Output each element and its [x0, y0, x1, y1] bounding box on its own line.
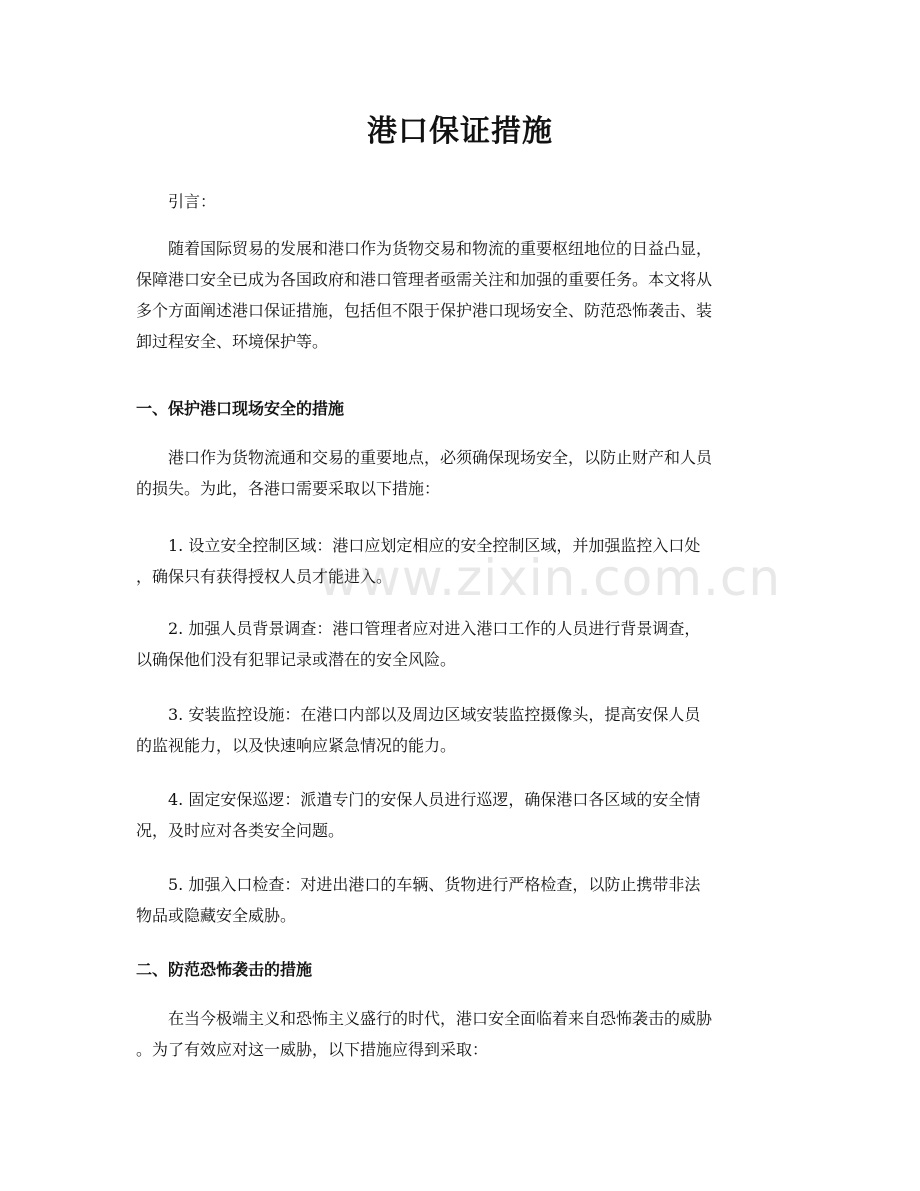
intro-line: 多个方面阐述港口保证措施，包括但不限于保护港口现场安全、防范恐怖袭击、装 [136, 301, 713, 320]
intro-line: 随着国际贸易的发展和港口作为货物交易和物流的重要枢纽地位的日益凸显， [168, 239, 713, 258]
paragraph-line: 。为了有效应对这一威胁，以下措施应得到采取： [136, 1040, 489, 1059]
list-item-line: 1. 设立安全控制区域：港口应划定相应的安全控制区域，并加强监控入口处 [168, 536, 701, 555]
list-item-line: 以确保他们没有犯罪记录或潜在的安全风险。 [136, 650, 457, 669]
list-item-2 [136, 613, 786, 675]
list-item-line: 2. 加强人员背景调查：港口管理者应对进入港口工作的人员进行背景调查， [168, 619, 701, 638]
section-1-heading: 一、保护港口现场安全的措施 [136, 399, 345, 418]
list-item-line: 物品或隐藏安全威胁。 [136, 906, 297, 925]
list-item-line: 5. 加强入口检查：对进出港口的车辆、货物进行严格检查，以防止携带非法 [168, 875, 701, 894]
list-item-1 [136, 530, 786, 592]
list-item-line: 4. 固定安保巡逻：派遣专门的安保人员进行巡逻，确保港口各区域的安全情 [168, 790, 701, 809]
list-item-3 [136, 699, 786, 761]
intro-label [136, 186, 786, 217]
paragraph-line: 在当今极端主义和恐怖主义盛行的时代，港口安全面临着来自恐怖袭击的威胁 [168, 1009, 713, 1028]
document-title: 港口保证措施 [367, 114, 553, 149]
intro-label-text: 引言： [168, 192, 217, 211]
watermark: www.zixin.com.cn [318, 549, 782, 607]
list-item-line: 3. 安装监控设施：在港口内部以及周边区域安装监控摄像头，提高安保人员 [168, 705, 701, 724]
list-item-line: 的监视能力，以及快速响应紧急情况的能力。 [136, 736, 457, 755]
list-item-4 [136, 784, 786, 846]
section-2-paragraph [136, 1003, 786, 1065]
intro-line: 保障港口安全已成为各国政府和港口管理者亟需关注和加强的重要任务。本文将从 [136, 270, 713, 289]
list-item-line: 况，及时应对各类安全问题。 [136, 821, 345, 840]
intro-paragraph [136, 233, 786, 357]
list-item-5 [136, 869, 786, 931]
paragraph-line: 港口作为货物流通和交易的重要地点，必须确保现场安全，以防止财产和人员 [168, 448, 713, 467]
list-item-line: ，确保只有获得授权人员才能进入。 [136, 567, 393, 586]
section-2-heading: 二、防范恐怖袭击的措施 [136, 960, 313, 979]
section-1-paragraph [136, 442, 786, 504]
paragraph-line: 的损失。为此，各港口需要采取以下措施： [136, 479, 441, 498]
intro-line: 卸过程安全、环境保护等。 [136, 332, 329, 351]
